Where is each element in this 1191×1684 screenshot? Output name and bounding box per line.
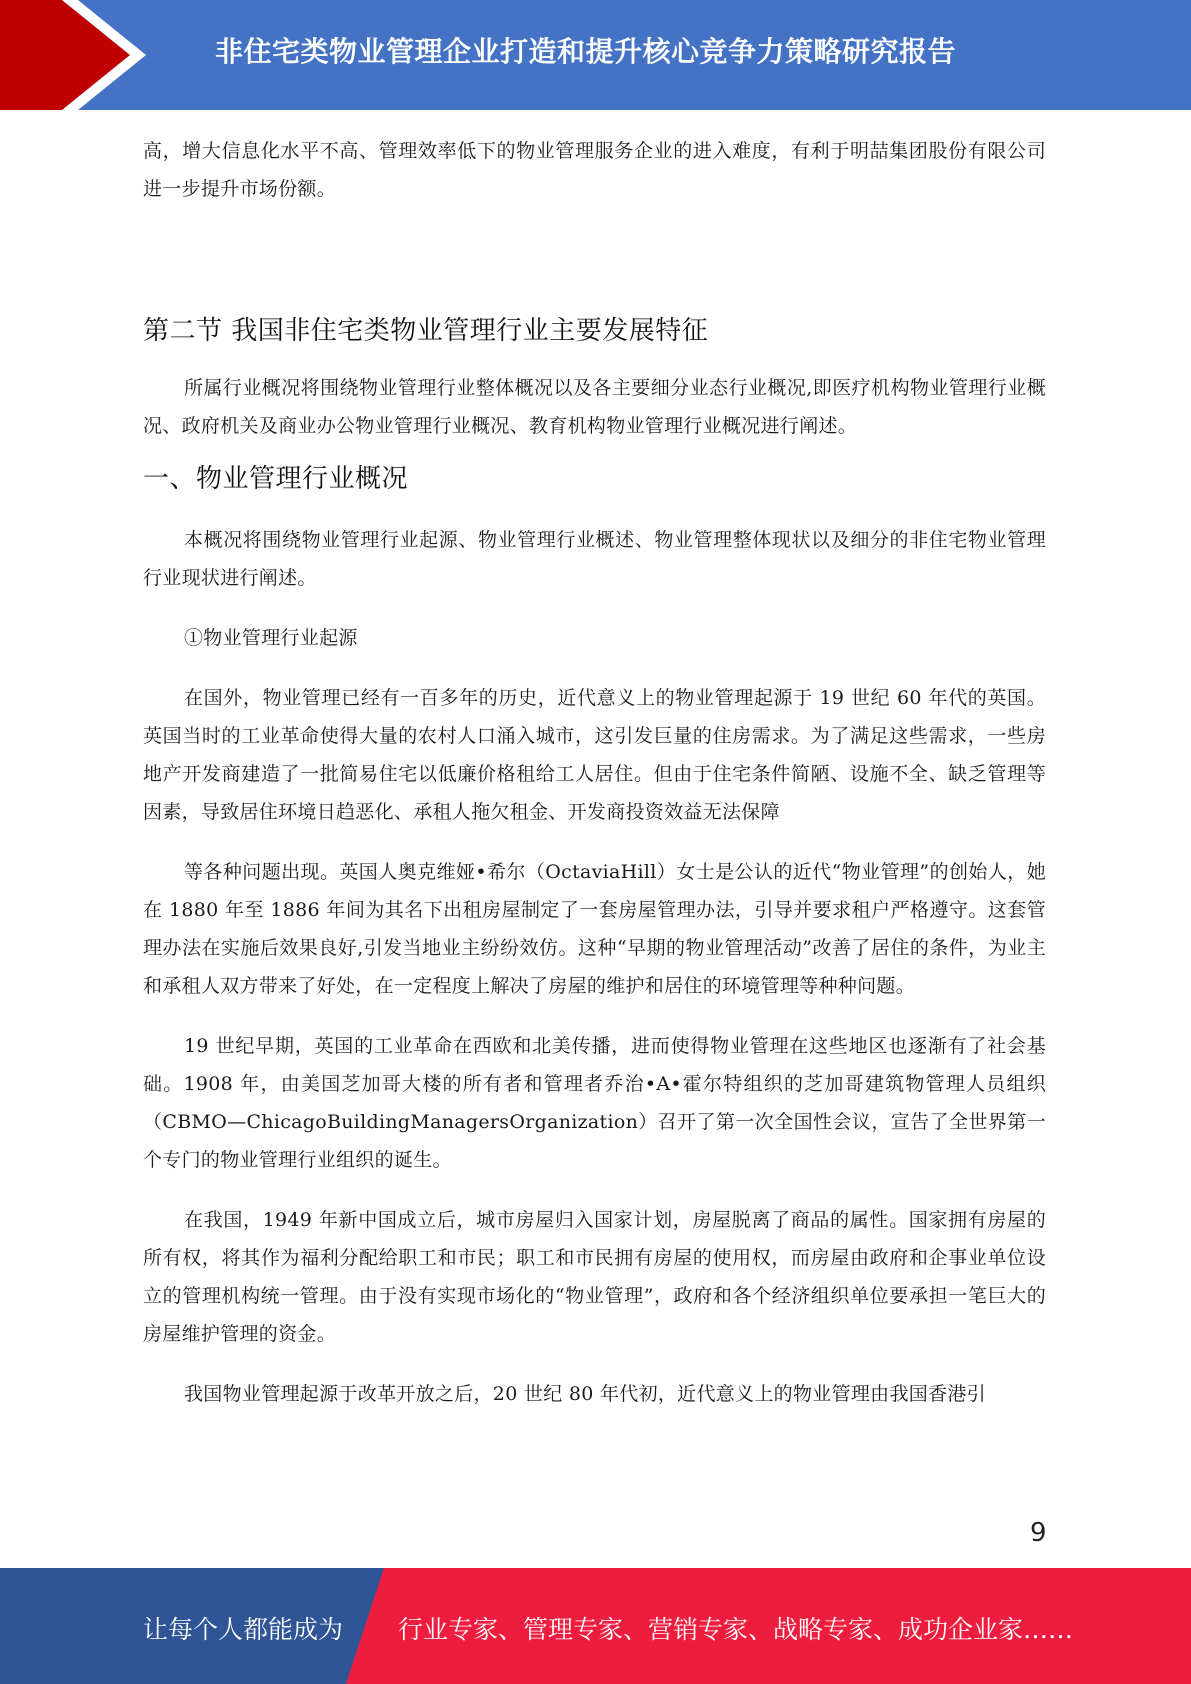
body-paragraph: 在国外，物业管理已经有一百多年的历史，近代意义上的物业管理起源于 19 世纪 60 年代的英国。英国当时的工业革命使得大量的农村人口涌入城市，这引发巨量的住房需求。为了满足这些需求，一些房地产开发商建造了一批简易住宅以低廉价格租给工人居住。但由于住宅条件简陋、设施不全、缺乏管理等因素，导致居住环境日趋恶化、承租人拖欠租金、开发商投资效益无法保障: [143, 687, 1046, 823]
chevron-arrow-icon: [0, 0, 160, 110]
section-intro-paragraph: 所属行业概况将围绕物业管理行业整体概况以及各主要细分业态行业概况,即医疗机构物业管理行业概况、政府机关及商业办公物业管理行业概况、教育机构物业管理行业概况进行阐述。: [143, 377, 1046, 437]
item-heading: ①物业管理行业起源: [184, 627, 358, 649]
body-paragraph: 19 世纪早期，英国的工业革命在西欧和北美传播，进而使得物业管理在这些地区也逐渐有了社会基础。1908 年，由美国芝加哥大楼的所有者和管理者乔治•A•霍尔特组织的芝加哥建筑物管理人员组织（CBMO—ChicagoBuildingManagersOrganization）召开了第一次全国性会议，宣告了全世界第一个专门的物业管理行业组织的诞生。: [143, 1035, 1046, 1171]
body-paragraph: 我国物业管理起源于改革开放之后，20 世纪 80 年代初，近代意义上的物业管理由我国香港引: [184, 1383, 986, 1405]
page-header: [0, 0, 1191, 110]
body-paragraph: 等各种问题出现。英国人奥克维娅•希尔（OctaviaHill）女士是公认的近代“物业管理”的创始人，她在 1880 年至 1886 年间为其名下出租房屋制定了一套房屋管理办法，引导并要求租户严格遵守。这套管理办法在实施后效果良好,引发当地业主纷纷效仿。这种“早期的物业管理活动”改善了居住的条件，为业主和承租人双方带来了好处，在一定程度上解决了房屋的维护和居住的环境管理等种种问题。: [143, 861, 1046, 997]
page-number: 9: [1030, 1518, 1047, 1548]
page-body: [143, 132, 1046, 1413]
body-paragraph: 在我国，1949 年新中国成立后，城市房屋归入国家计划，房屋脱离了商品的属性。国家拥有房屋的所有权，将其作为福利分配给职工和市民；职工和市民拥有房屋的使用权，而房屋由政府和企事业单位设立的管理机构统一管理。由于没有实现市场化的“物业管理”，政府和各个经济组织单位要承担一笔巨大的房屋维护管理的资金。: [143, 1209, 1046, 1345]
subsection-title: 一、物业管理行业概况: [143, 464, 409, 494]
footer-slogan-right: 行业专家、管理专家、营销专家、战略专家、成功企业家……: [398, 1615, 1074, 1644]
subsection-intro-paragraph: 本概况将围绕物业管理行业起源、物业管理行业概述、物业管理整体现状以及细分的非住宅物业管理行业现状进行阐述。: [143, 529, 1046, 589]
report-title: 非住宅类物业管理企业打造和提升核心竞争力策略研究报告: [215, 35, 957, 68]
section-title: 第二节 我国非住宅类物业管理行业主要发展特征: [143, 316, 709, 346]
page-footer: [0, 1568, 1191, 1684]
intro-paragraph: 高，增大信息化水平不高、管理效率低下的物业管理服务企业的进入难度，有利于明喆集团股份有限公司进一步提升市场份额。: [143, 140, 1046, 200]
footer-slogan-left: 让每个人都能成为: [143, 1615, 344, 1644]
